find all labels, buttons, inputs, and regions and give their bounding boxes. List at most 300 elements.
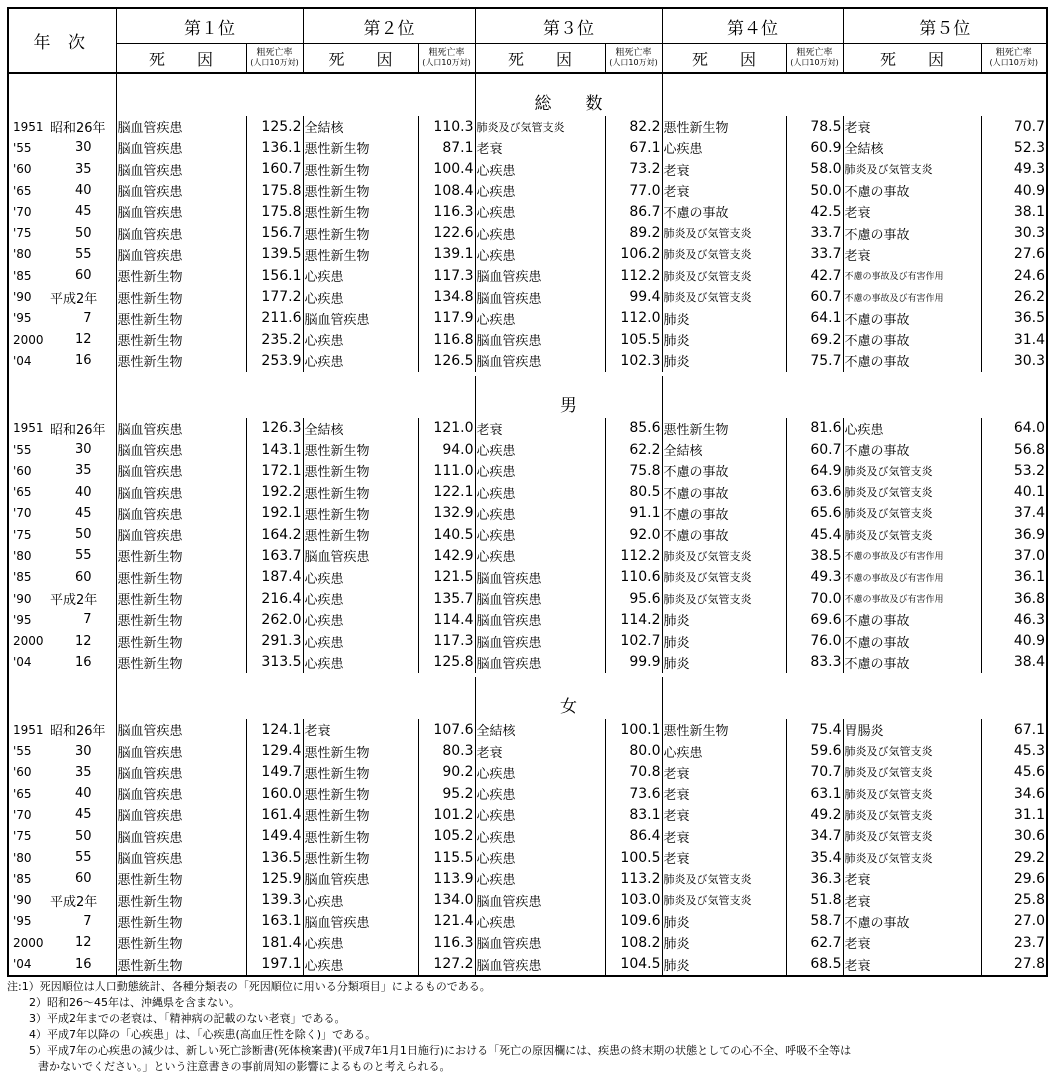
cause-cell: 悪性新生物: [117, 937, 183, 953]
rate-cell: 122.1: [418, 481, 475, 502]
cause-cell: 心疾患: [476, 788, 516, 804]
cause-cell: 悪性新生物: [663, 121, 729, 137]
rate-cell: 108.4: [418, 180, 475, 201]
rate-header-unit: (人口10万対): [250, 58, 299, 67]
rate-cell: 42.5: [786, 201, 843, 222]
rate-cell: 99.9: [605, 652, 662, 673]
cause-cell: 肺炎及び気管支炎: [844, 486, 933, 500]
footnote-line: 書かないでください。」という注意書きの事前周知の影響によるものと考えられる。: [38, 1060, 451, 1073]
cause-cell: 悪性新生物: [304, 507, 370, 523]
cause-cell: 悪性新生物: [117, 334, 183, 350]
rate-cell: 101.2: [418, 804, 475, 825]
rate-cell: 58.7: [786, 911, 843, 932]
rate-cell: 31.1: [981, 804, 1047, 825]
cause-cell: 不慮の事故: [844, 915, 910, 931]
rate-cell: 67.1: [981, 719, 1047, 740]
section-title: 男: [475, 376, 662, 418]
year-japanese: 12: [50, 631, 116, 652]
rate-cell: 143.1: [246, 439, 303, 460]
year-japanese: 30: [50, 740, 116, 761]
rate-cell: 37.4: [981, 503, 1047, 524]
rate-cell: 262.0: [246, 609, 303, 630]
table-row: [8, 783, 1047, 804]
year-japanese: 昭和26年: [50, 719, 116, 740]
cause-cell: 不慮の事故: [663, 206, 729, 222]
rate-cell: 52.3: [981, 137, 1047, 158]
cause-cell: 心疾患: [304, 270, 344, 286]
rate-cell: 30.6: [981, 826, 1047, 847]
rate-cell: 60.7: [786, 286, 843, 307]
table-row: [8, 567, 1047, 588]
cause-cell: 脳血管疾患: [476, 614, 542, 630]
year-western: '55: [13, 140, 32, 155]
rate-cell: 33.7: [786, 222, 843, 243]
cause-cell: 不慮の事故: [844, 334, 910, 350]
rate-cell: 136.1: [246, 137, 303, 158]
rate-cell: 64.0: [981, 418, 1047, 439]
rate-cell: 116.3: [418, 932, 475, 953]
year-japanese: 55: [50, 244, 116, 265]
year-western: 2000: [13, 634, 44, 649]
cause-cell: 不慮の事故: [663, 507, 729, 523]
rate-cell: 76.0: [786, 631, 843, 652]
rate-cell: 102.7: [605, 631, 662, 652]
rate-cell: 65.6: [786, 503, 843, 524]
cause-cell: 不慮の事故: [844, 185, 910, 201]
rate-cell: 75.4: [786, 719, 843, 740]
year-western: '80: [13, 548, 32, 563]
rate-cell: 135.7: [418, 588, 475, 609]
table-row: [8, 762, 1047, 783]
rate-cell: 46.3: [981, 609, 1047, 630]
cause-cell: 不慮の事故: [844, 614, 910, 630]
cause-cell: 心疾患: [476, 185, 516, 201]
rate-cell: 87.1: [418, 137, 475, 158]
rate-cell: 36.3: [786, 868, 843, 889]
rate-cell: 30.3: [981, 350, 1047, 371]
year-western: '65: [13, 183, 32, 198]
rate-cell: 129.4: [246, 740, 303, 761]
year-western: 1951: [13, 119, 44, 134]
rate-cell: 142.9: [418, 545, 475, 566]
table-header: [8, 8, 1047, 73]
cause-cell: 心疾患: [476, 248, 516, 264]
year-japanese: 40: [50, 783, 116, 804]
year-japanese: 35: [50, 762, 116, 783]
cause-cell: 老衰: [663, 809, 690, 825]
rate-cell: 86.7: [605, 201, 662, 222]
rate-cell: 139.5: [246, 244, 303, 265]
rate-cell: 26.2: [981, 286, 1047, 307]
section-header-row: [8, 677, 1047, 719]
rate-cell: 112.2: [605, 265, 662, 286]
cause-cell: 悪性新生物: [304, 809, 370, 825]
cause-cell: 不慮の事故及び有害作用: [844, 272, 944, 283]
rate-cell: 107.6: [418, 719, 475, 740]
cause-header: 死 因: [116, 44, 246, 74]
rate-cell: 136.5: [246, 847, 303, 868]
footnotes: [7, 979, 851, 1075]
rate-cell: 36.9: [981, 524, 1047, 545]
cause-cell: 肺炎及び気管支炎: [663, 269, 752, 283]
section-header-row: [8, 376, 1047, 418]
cause-cell: 悪性新生物: [304, 248, 370, 264]
table-row: [8, 116, 1047, 137]
rate-cell: 80.5: [605, 481, 662, 502]
rate-cell: 80.3: [418, 740, 475, 761]
rate-header-unit: (人口10万対): [609, 58, 658, 67]
rate-cell: 67.1: [605, 137, 662, 158]
rate-cell: 45.6: [981, 762, 1047, 783]
rate-cell: 45.4: [786, 524, 843, 545]
cause-cell: 肺炎及び気管支炎: [844, 830, 933, 844]
cause-cell: 心疾患: [844, 422, 884, 438]
cause-cell: 肺炎及び気管支炎: [663, 248, 752, 262]
rate-cell: 77.0: [605, 180, 662, 201]
cause-cell: 心疾患: [663, 142, 703, 158]
cause-cell: 老衰: [844, 958, 871, 974]
rate-cell: 114.4: [418, 609, 475, 630]
cause-cell: 脳血管疾患: [304, 915, 370, 931]
footnote-line: 5）平成7年の心疾患の減少は、新しい死亡診断書(死体検案書)(平成7年1月1日施行)における「死亡の原因欄には、疾患の終末期の状態としての心不全、呼吸不全等は: [29, 1044, 852, 1057]
cause-cell: 不慮の事故: [844, 656, 910, 672]
rate-cell: 40.1: [981, 481, 1047, 502]
rate-cell: 70.7: [981, 116, 1047, 137]
year-japanese: 平成2年: [50, 890, 116, 911]
cause-cell: 脳血管疾患: [117, 163, 183, 179]
table-row: [8, 719, 1047, 740]
year-western: '60: [13, 765, 32, 780]
year-japanese: 50: [50, 222, 116, 243]
rate-cell: 45.3: [981, 740, 1047, 761]
year-western: 2000: [13, 935, 44, 950]
year-western: '90: [13, 893, 32, 908]
table-row: [8, 588, 1047, 609]
rate-cell: 25.8: [981, 890, 1047, 911]
rate-cell: 113.9: [418, 868, 475, 889]
footnote-line: 4）平成7年以降の「心疾患」は、「心疾患(高血圧性を除く)」である。: [29, 1028, 377, 1041]
rate-cell: 59.6: [786, 740, 843, 761]
cause-cell: 悪性新生物: [304, 852, 370, 868]
year-western: 2000: [13, 332, 44, 347]
cause-cell: 脳血管疾患: [117, 227, 183, 243]
rate-cell: 94.0: [418, 439, 475, 460]
year-japanese: 16: [50, 350, 116, 371]
rate-cell: 49.2: [786, 804, 843, 825]
rate-cell: 40.9: [981, 180, 1047, 201]
rate-cell: 80.0: [605, 740, 662, 761]
year-western: '75: [13, 226, 32, 241]
cause-cell: 脳血管疾患: [117, 809, 183, 825]
rate-cell: 37.0: [981, 545, 1047, 566]
year-japanese: 35: [50, 159, 116, 180]
cause-cell: 悪性新生物: [304, 185, 370, 201]
rate-cell: 60.9: [786, 137, 843, 158]
rate-cell: 156.7: [246, 222, 303, 243]
rate-cell: 38.1: [981, 201, 1047, 222]
rate-cell: 113.2: [605, 868, 662, 889]
cause-cell: 脳血管疾患: [476, 571, 542, 587]
cause-cell: 心疾患: [304, 958, 344, 974]
rate-header-unit: (人口10万対): [790, 58, 839, 67]
cause-cell: 心疾患: [304, 571, 344, 587]
rate-cell: 78.5: [786, 116, 843, 137]
cause-cell: 悪性新生物: [117, 656, 183, 672]
year-western: '75: [13, 829, 32, 844]
table-row: [8, 460, 1047, 481]
cause-cell: 老衰: [663, 163, 690, 179]
rank-header: 第２位: [303, 8, 475, 44]
section-blank: [116, 677, 475, 719]
footnote-line: 注:1）死因順位は人口動態統計、各種分類表の「死因順位に用いる分類項目」によるものである。: [7, 980, 491, 993]
table-row: [8, 481, 1047, 502]
table-row: [8, 545, 1047, 566]
year-western: '04: [13, 957, 32, 972]
rate-cell: 253.9: [246, 350, 303, 371]
cause-cell: 悪性新生物: [117, 915, 183, 931]
rate-cell: 35.4: [786, 847, 843, 868]
table-row: [8, 137, 1047, 158]
rate-cell: 38.4: [981, 652, 1047, 673]
rate-cell: 160.7: [246, 159, 303, 180]
cause-cell: 心疾患: [476, 529, 516, 545]
rate-cell: 103.0: [605, 890, 662, 911]
cause-header: 死 因: [843, 44, 981, 74]
cause-cell: 悪性新生物: [304, 830, 370, 846]
rate-cell: 149.4: [246, 826, 303, 847]
cause-cell: 悪性新生物: [117, 291, 183, 307]
rate-cell: 109.6: [605, 911, 662, 932]
rate-cell: 110.3: [418, 116, 475, 137]
cause-cell: 肺炎: [663, 312, 690, 328]
cause-cell: 心疾患: [476, 312, 516, 328]
year-japanese: 30: [50, 137, 116, 158]
year-japanese: 60: [50, 868, 116, 889]
cause-cell: 肺炎: [663, 355, 690, 371]
cause-cell: 肺炎及び気管支炎: [844, 851, 933, 865]
cause-cell: 不慮の事故及び有害作用: [844, 573, 944, 584]
rate-cell: 102.3: [605, 350, 662, 371]
rank-header: 第３位: [475, 8, 662, 44]
rate-header: [981, 44, 1047, 74]
rate-cell: 117.3: [418, 631, 475, 652]
rank-header: 第１位: [116, 8, 303, 44]
cause-cell: 心疾患: [476, 873, 516, 889]
table-row: [8, 418, 1047, 439]
rate-cell: 100.4: [418, 159, 475, 180]
cause-cell: 肺炎及び気管支炎: [844, 787, 933, 801]
cause-cell: 脳血管疾患: [117, 465, 183, 481]
cause-cell: 悪性新生物: [304, 529, 370, 545]
year-western: '60: [13, 162, 32, 177]
cause-cell: 肺炎: [663, 656, 690, 672]
cause-cell: 全結核: [844, 142, 884, 158]
cause-cell: 心疾患: [476, 206, 516, 222]
rate-cell: 23.7: [981, 932, 1047, 953]
year-japanese: 45: [50, 503, 116, 524]
rate-cell: 36.5: [981, 308, 1047, 329]
rate-cell: 63.1: [786, 783, 843, 804]
cause-cell: 不慮の事故: [844, 444, 910, 459]
cause-cell: 脳血管疾患: [304, 550, 370, 566]
year-western: '55: [13, 744, 32, 759]
rate-cell: 122.6: [418, 222, 475, 243]
rate-cell: 64.9: [786, 460, 843, 481]
cause-cell: 悪性新生物: [117, 958, 183, 974]
section-year-blank: [8, 73, 116, 116]
cause-cell: 不慮の事故: [663, 465, 729, 481]
year-japanese: 昭和26年: [50, 116, 116, 137]
cause-cell: 老衰: [663, 766, 690, 782]
cause-cell: 肺炎: [663, 614, 690, 630]
cause-cell: 老衰: [476, 422, 503, 438]
rate-cell: 70.7: [786, 762, 843, 783]
year-japanese: 16: [50, 652, 116, 673]
cause-cell: 悪性新生物: [304, 206, 370, 222]
year-western: '04: [13, 655, 32, 670]
rate-cell: 73.6: [605, 783, 662, 804]
cause-cell: 脳血管疾患: [476, 635, 542, 651]
rate-cell: 197.1: [246, 953, 303, 975]
rate-cell: 163.7: [246, 545, 303, 566]
rate-cell: 33.7: [786, 244, 843, 265]
rate-cell: 69.6: [786, 609, 843, 630]
section-blank: [116, 376, 475, 418]
rate-cell: 63.6: [786, 481, 843, 502]
cause-cell: 脳血管疾患: [476, 593, 542, 609]
rate-cell: 34.6: [981, 783, 1047, 804]
rate-cell: 164.2: [246, 524, 303, 545]
rate-cell: 40.9: [981, 631, 1047, 652]
table-row: [8, 524, 1047, 545]
section-year-blank: [8, 376, 116, 418]
table-row: [8, 350, 1047, 371]
year-western: '55: [13, 442, 32, 457]
rate-cell: 125.9: [246, 868, 303, 889]
table-row: [8, 826, 1047, 847]
rate-cell: 163.1: [246, 911, 303, 932]
table-body: [8, 73, 1047, 976]
cause-cell: 肺炎及び気管支炎: [844, 528, 933, 542]
rate-cell: 83.1: [605, 804, 662, 825]
year-japanese: 12: [50, 932, 116, 953]
rate-cell: 291.3: [246, 631, 303, 652]
year-western: '65: [13, 485, 32, 500]
cause-cell: 老衰: [663, 852, 690, 868]
cause-cell: 不慮の事故: [663, 529, 729, 545]
rate-cell: 235.2: [246, 329, 303, 350]
cause-cell: 脳血管疾患: [476, 291, 542, 307]
year-western: '70: [13, 807, 32, 822]
rate-cell: 117.3: [418, 265, 475, 286]
cause-cell: 脳血管疾患: [476, 270, 542, 286]
rate-header: [605, 44, 662, 74]
rate-cell: 92.0: [605, 524, 662, 545]
rate-cell: 104.5: [605, 953, 662, 975]
cause-cell: 老衰: [476, 745, 503, 761]
section-blank: [662, 73, 1047, 116]
table-row: [8, 847, 1047, 868]
cause-cell: 脳血管疾患: [117, 206, 183, 222]
cause-cell: 不慮の事故: [844, 355, 910, 371]
rate-cell: 161.4: [246, 804, 303, 825]
rate-cell: 105.5: [605, 329, 662, 350]
table-row: [8, 631, 1047, 652]
cause-cell: 老衰: [844, 873, 871, 889]
rate-header-unit: (人口10万対): [989, 58, 1038, 67]
table-row: [8, 159, 1047, 180]
rate-cell: 313.5: [246, 652, 303, 673]
cause-cell: 肺炎及び気管支炎: [844, 507, 933, 521]
rate-cell: 85.6: [605, 418, 662, 439]
cause-cell: 脳血管疾患: [117, 852, 183, 868]
year-japanese: 平成2年: [50, 588, 116, 609]
table-row: [8, 911, 1047, 932]
table-row: [8, 308, 1047, 329]
rate-cell: 105.2: [418, 826, 475, 847]
rate-cell: 211.6: [246, 308, 303, 329]
rate-cell: 140.5: [418, 524, 475, 545]
rate-cell: 36.1: [981, 567, 1047, 588]
rate-cell: 82.2: [605, 116, 662, 137]
rate-cell: 149.7: [246, 762, 303, 783]
cause-header: 死 因: [475, 44, 605, 74]
year-western: '90: [13, 290, 32, 305]
rate-cell: 50.0: [786, 180, 843, 201]
cause-cell: 肺炎及び気管支炎: [663, 894, 752, 908]
table-row: [8, 868, 1047, 889]
cause-cell: 悪性新生物: [304, 465, 370, 481]
rate-cell: 86.4: [605, 826, 662, 847]
cause-cell: 肺炎: [663, 635, 690, 651]
cause-cell: 悪性新生物: [304, 227, 370, 243]
cause-cell: 心疾患: [476, 163, 516, 179]
cause-cell: 悪性新生物: [304, 142, 370, 158]
cause-cell: 不慮の事故: [663, 486, 729, 502]
year-japanese: 50: [50, 826, 116, 847]
rate-header-line: 粗死亡率: [995, 48, 1032, 58]
year-western: 1951: [13, 421, 44, 436]
cause-cell: 老衰: [663, 788, 690, 804]
year-western: '65: [13, 786, 32, 801]
rate-cell: 42.7: [786, 265, 843, 286]
year-western: '70: [13, 204, 32, 219]
year-western: '04: [13, 353, 32, 368]
cause-cell: 脳血管疾患: [304, 312, 370, 328]
cause-cell: 不慮の事故及び有害作用: [844, 552, 944, 563]
cause-cell: 心疾患: [304, 614, 344, 630]
rate-cell: 175.8: [246, 180, 303, 201]
rate-cell: 99.4: [605, 286, 662, 307]
cause-cell: 心疾患: [476, 915, 516, 931]
rate-cell: 172.1: [246, 460, 303, 481]
rate-cell: 89.2: [605, 222, 662, 243]
rate-cell: 73.2: [605, 159, 662, 180]
year-western: '80: [13, 850, 32, 865]
rate-cell: 181.4: [246, 932, 303, 953]
cause-cell: 脳血管疾患: [117, 248, 183, 264]
cause-cell: 悪性新生物: [117, 635, 183, 651]
rate-cell: 69.2: [786, 329, 843, 350]
rate-cell: 121.4: [418, 911, 475, 932]
table-row: [8, 953, 1047, 975]
rate-cell: 31.4: [981, 329, 1047, 350]
rate-cell: 156.1: [246, 265, 303, 286]
cause-cell: 脳血管疾患: [117, 529, 183, 545]
cause-cell: 脳血管疾患: [117, 830, 183, 846]
cause-cell: 脳血管疾患: [117, 766, 183, 782]
rate-cell: 95.2: [418, 783, 475, 804]
